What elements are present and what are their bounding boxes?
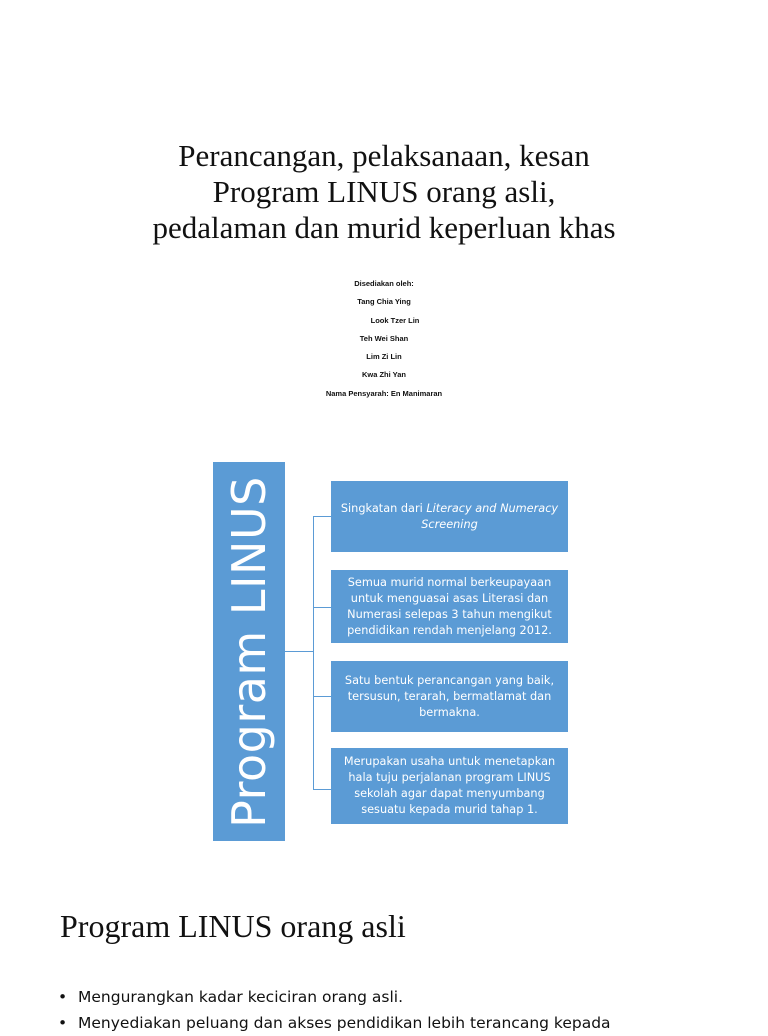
box-text: Satu bentuk perancangan yang baik, tersusun, terarah, bermatlamat dan bermakna. [344,673,555,719]
box-text: Semua murid normal berkeupayaan untuk menguasai asas Literasi dan Numerasi selepas 3 tahun mengikut pendidikan rendah menjelang 2012. [347,575,552,637]
author-name: Lim Zi Lin [366,352,402,362]
definition-box [331,481,568,552]
title-line: Perancangan, pelaksanaan, kesan [178,138,590,173]
lecturer-name: Nama Pensyarah: En Manimaran [325,388,443,398]
list-item [58,1010,758,1036]
box-text: Merupakan usaha untuk menetapkan hala tuju perjalanan program LINUS sekolah agar dapat menyumbang sesuatu kepada murid tahap 1. [343,755,556,816]
author-name: Teh Wei Shan [359,333,409,343]
box-italic-text: Literacy and Numeracy Screening [421,501,559,531]
connector-line [313,607,331,608]
connector-line [313,516,331,517]
connector-line [313,789,331,790]
box-text: Singkatan dari [340,501,427,515]
author-name: Tang Chia Ying [357,297,411,307]
planning-box [331,661,568,732]
author-name: Look Tzer Lin [370,315,420,325]
vertical-title-text: Program LINUS [222,476,276,828]
purpose-box [331,748,568,824]
list-item-text: Menyediakan peluang dan akses pendidikan lebih terancang kepada [78,1014,611,1032]
bullet-symbol: • [58,1014,68,1032]
list-item [58,984,758,1010]
credits-heading: Disediakan oleh: [354,279,414,288]
section-heading: Program LINUS orang asli [60,908,406,944]
connector-line [285,651,313,652]
bullet-symbol: • [58,988,68,1006]
title-line: pedalaman dan murid keperluan khas [152,210,616,245]
author-name: Kwa Zhi Yan [361,370,407,380]
list-item-text: Mengurangkan kadar keciciran orang asli. [78,988,404,1006]
connector-line [313,696,331,697]
connector-line [313,516,314,790]
title-line: Program LINUS orang asli, [212,174,556,209]
bullet-list [58,984,758,1036]
goal-box [331,570,568,643]
